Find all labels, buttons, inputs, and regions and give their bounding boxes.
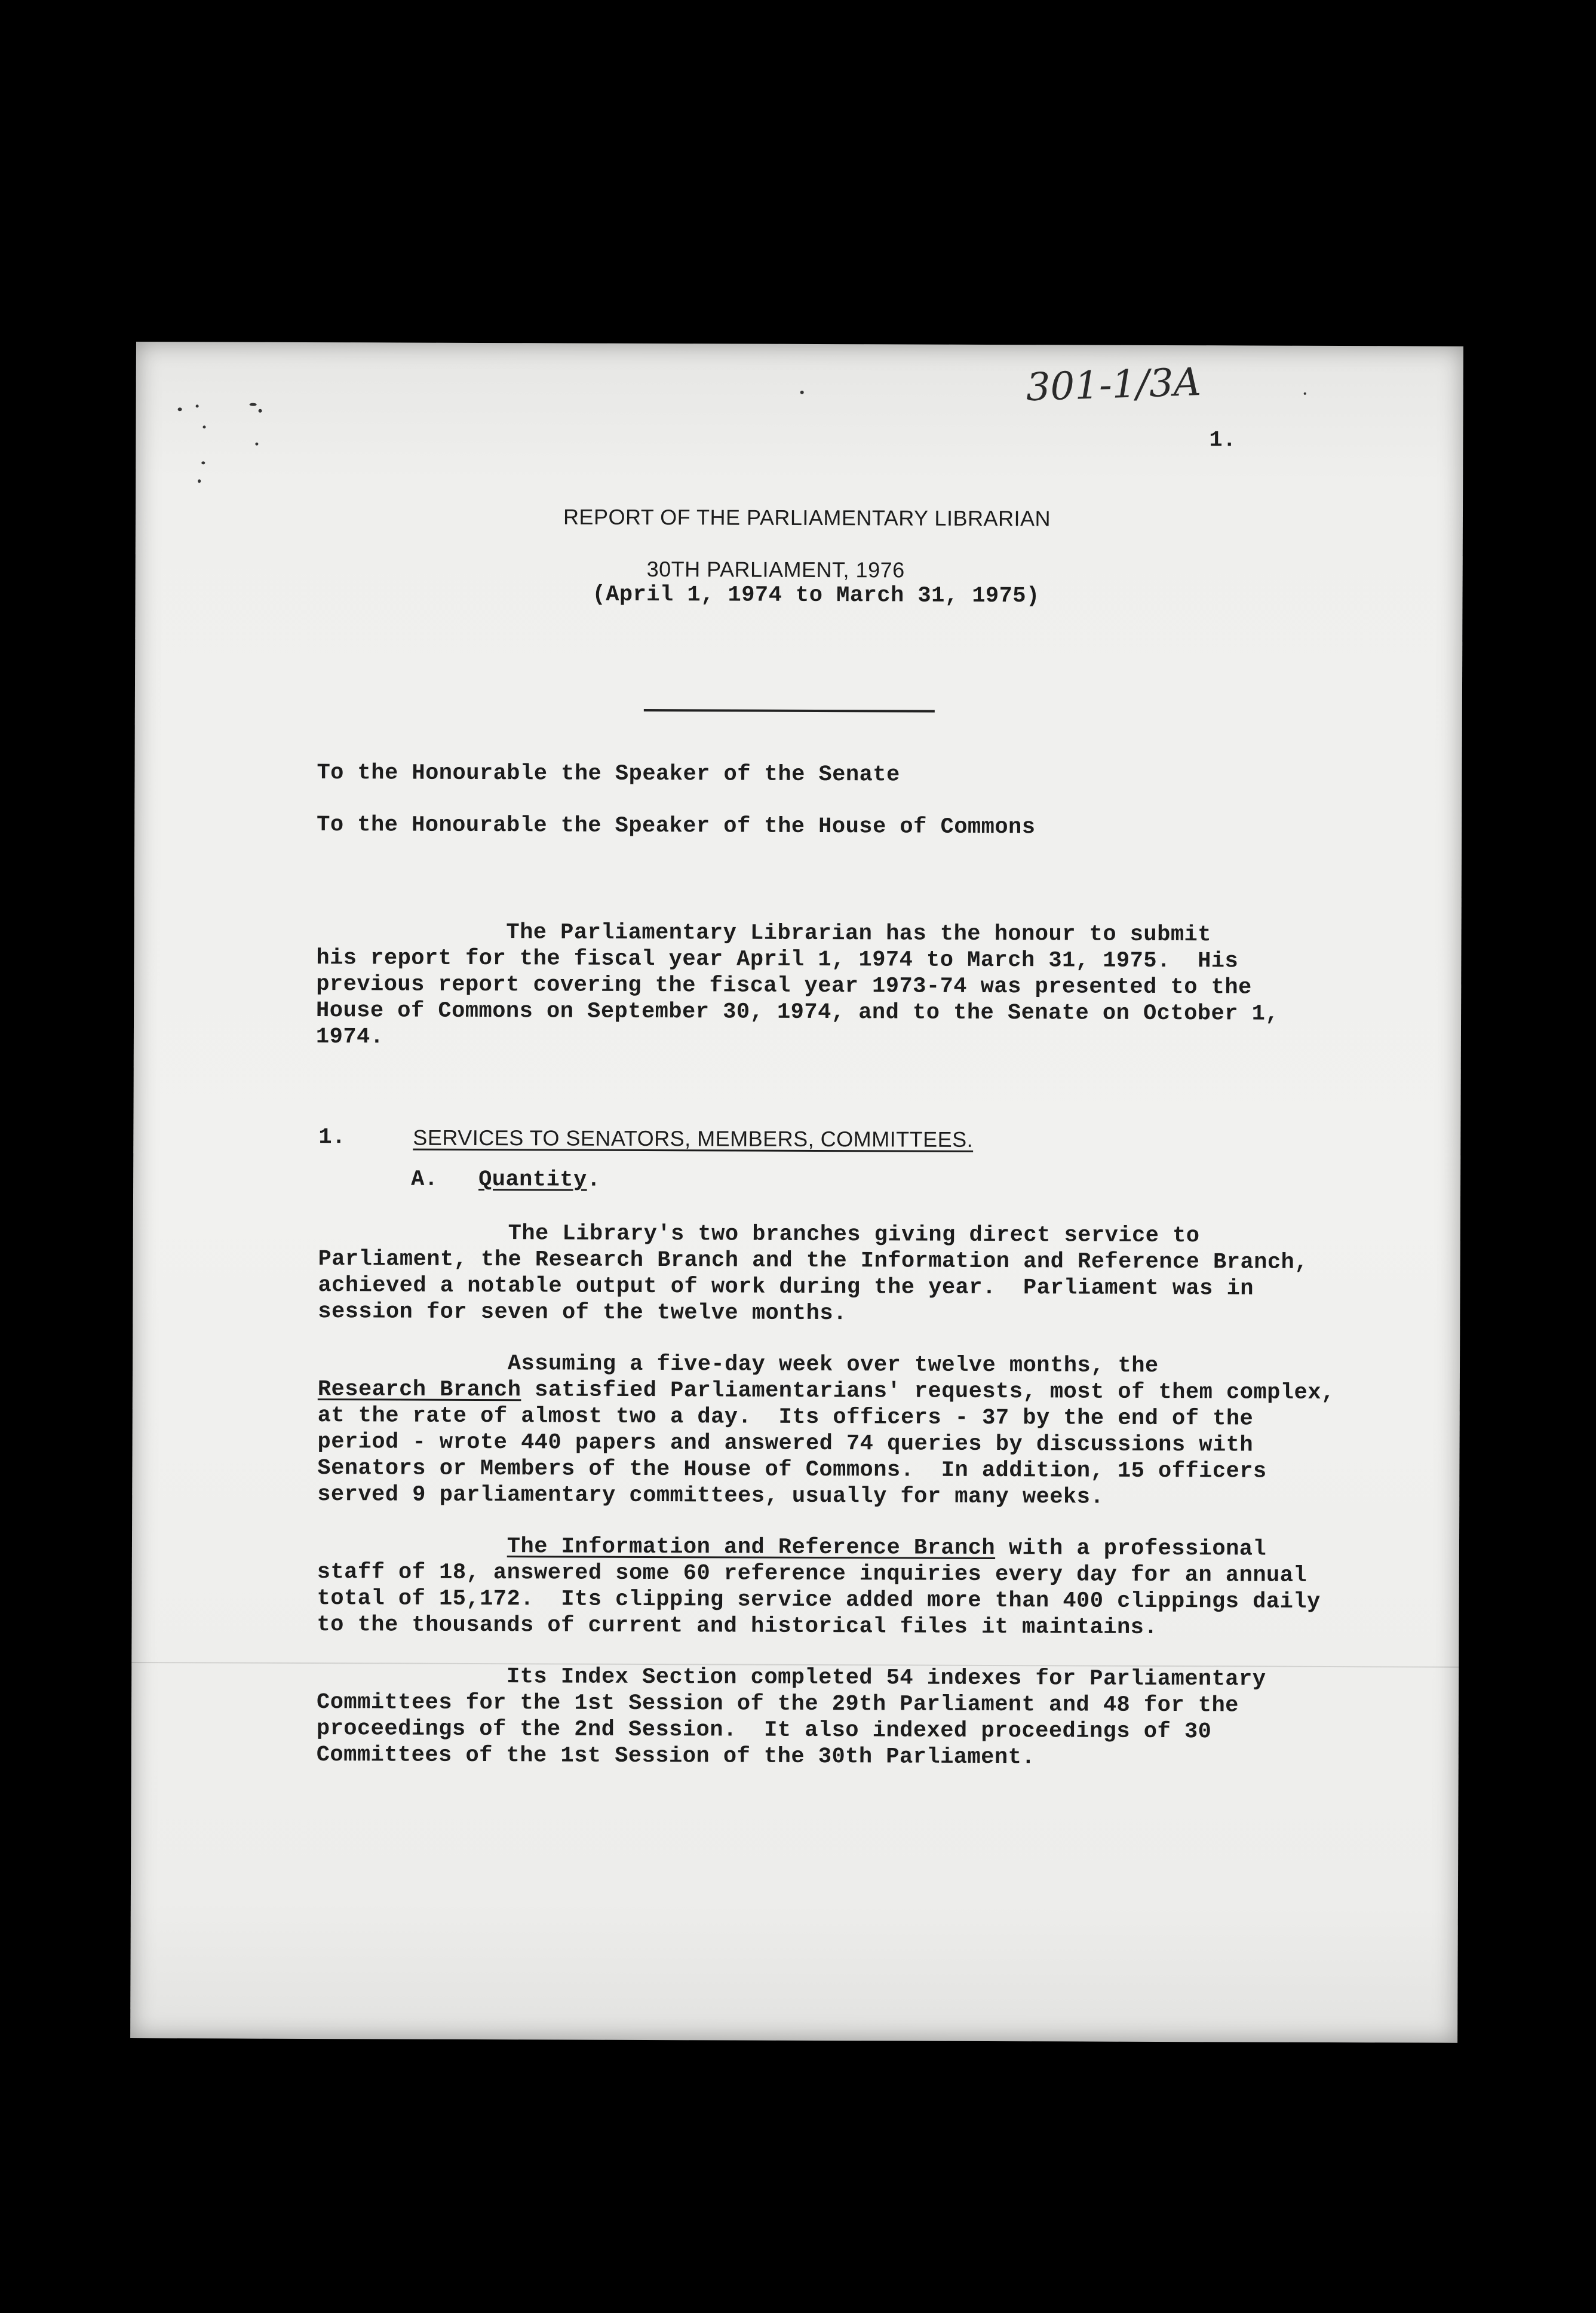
report-subtitle: 30TH PARLIAMENT, 1976 bbox=[646, 556, 905, 582]
document-page bbox=[130, 342, 1463, 2043]
text-line: Its Index Section completed 54 indexes for Parliamentary bbox=[317, 1664, 1266, 1692]
text-line: Parliament, the Research Branch and the Information and Reference Branch, bbox=[318, 1247, 1309, 1275]
page-number: 1. bbox=[1209, 428, 1236, 453]
text-line: staff of 18, answered some 60 reference inquiries every day for an annual bbox=[317, 1560, 1308, 1588]
text-line: 1974. bbox=[315, 1024, 384, 1050]
scan-speck bbox=[259, 409, 262, 413]
section-title: SERVICES TO SENATORS, MEMBERS, COMMITTEES. bbox=[413, 1125, 974, 1152]
text-line: at the rate of almost two a day. Its officers - 37 by the end of the bbox=[317, 1403, 1254, 1432]
text-line: Senators or Members of the House of Commons. In addition, 15 officers bbox=[317, 1456, 1267, 1484]
text-line: total of 15,172. Its clipping service added more than 400 clippings daily bbox=[317, 1586, 1321, 1615]
information-branch-label: The Information and Reference Branch bbox=[507, 1534, 996, 1562]
addressee-senate: To the Honourable the Speaker of the Senate bbox=[317, 760, 900, 788]
scan-speck bbox=[198, 479, 201, 483]
text-line: The Library's two branches giving direct service to bbox=[318, 1220, 1200, 1249]
text-line: session for seven of the twelve months. bbox=[318, 1299, 847, 1327]
text-line: Assuming a five-day week over twelve months, the bbox=[317, 1351, 1159, 1379]
text-line: his report for the fiscal year April 1, 1974 to March 31, 1975. His bbox=[316, 946, 1239, 974]
text-line bbox=[317, 1533, 1266, 1562]
subsection-heading bbox=[478, 1167, 601, 1193]
report-title: REPORT OF THE PARLIAMENTARY LIBRARIAN bbox=[563, 504, 1051, 531]
scan-speck bbox=[178, 407, 182, 411]
text-line: previous report covering the fiscal year 1973-74 was presented to the bbox=[316, 972, 1252, 1001]
section-number: 1. bbox=[318, 1125, 346, 1151]
subsection-title: Quantity bbox=[478, 1167, 587, 1193]
research-branch-label: Research Branch bbox=[317, 1377, 521, 1403]
text-span: with a professional bbox=[995, 1536, 1267, 1562]
text-line: achieved a notable output of work during the year. Parliament was in bbox=[318, 1273, 1254, 1302]
handwritten-reference: 301-1/3A bbox=[1025, 360, 1202, 410]
report-period: (April 1, 1974 to March 31, 1975) bbox=[592, 582, 1040, 609]
scan-speck bbox=[255, 443, 258, 446]
scan-speck bbox=[250, 403, 257, 406]
scan-speck bbox=[1304, 392, 1306, 395]
text-line: House of Commons on September 30, 1974, and to the Senate on October 1, bbox=[316, 998, 1279, 1027]
text-line: The Parliamentary Librarian has the honour to submit bbox=[316, 919, 1212, 948]
text-span: satisfied Parliamentarians' requests, most of them complex, bbox=[521, 1378, 1335, 1406]
indent bbox=[317, 1533, 507, 1559]
subsection-punct: . bbox=[587, 1167, 601, 1193]
scan-speck bbox=[202, 425, 205, 428]
text-line: proceedings of the 2nd Session. It also indexed proceedings of 30 bbox=[316, 1716, 1212, 1745]
subsection-letter: A. bbox=[411, 1167, 438, 1192]
text-line: Committees for the 1st Session of the 29th Parliament and 48 for the bbox=[316, 1690, 1239, 1719]
text-line bbox=[318, 1377, 1335, 1406]
text-line: served 9 parliamentary committees, usually for many weeks. bbox=[317, 1482, 1104, 1510]
addressee-commons: To the Honourable the Speaker of the House of Commons bbox=[317, 812, 1036, 840]
scan-speck bbox=[800, 391, 804, 394]
text-line: Committees of the 1st Session of the 30th Parliament. bbox=[316, 1743, 1036, 1771]
scan-speck bbox=[201, 461, 205, 464]
text-line: period - wrote 440 papers and answered 74 queries by discussions with bbox=[317, 1429, 1254, 1458]
title-divider bbox=[644, 709, 935, 713]
text-line: to the thousands of current and historical files it maintains. bbox=[317, 1612, 1158, 1640]
scan-speck bbox=[196, 404, 199, 407]
